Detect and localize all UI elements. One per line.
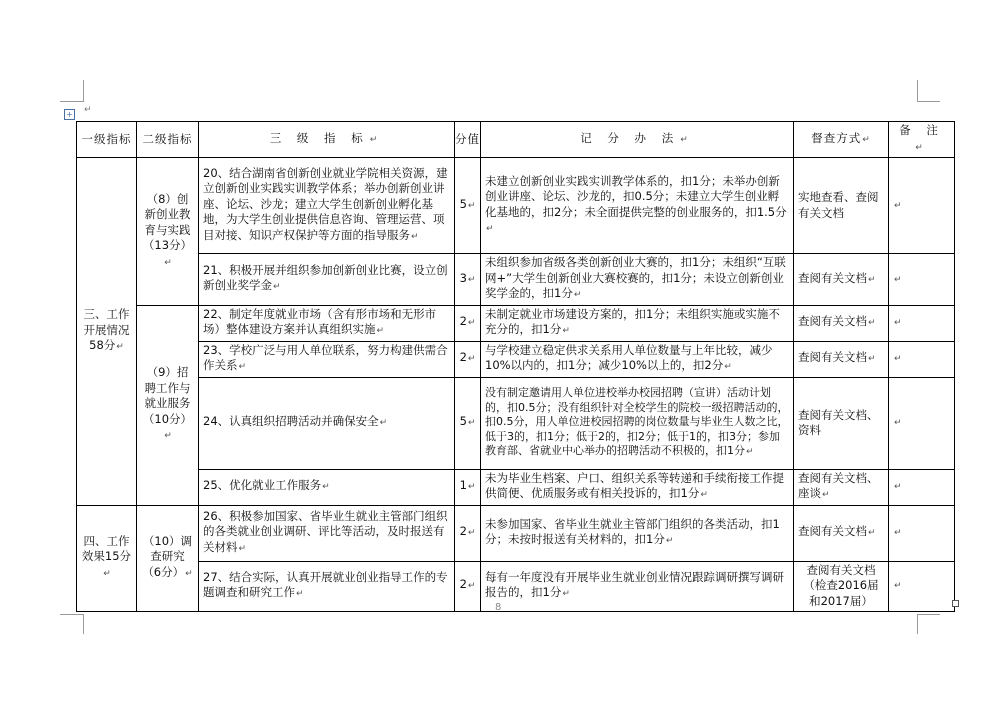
- header-level3: 三 级 指 标 ↵: [199, 122, 455, 158]
- score-cell: 2 ↵: [455, 505, 481, 561]
- remark-cell: [889, 377, 955, 469]
- page-number: 8: [495, 602, 502, 613]
- table-header-row: [77, 122, 955, 158]
- group-cell: 四、工作效果15分 ↵: [77, 505, 137, 611]
- inspect-cell: 查阅有关文档 ↵: [794, 305, 889, 341]
- header-method: 记 分 办 法 ↵: [481, 122, 794, 158]
- remark-cell: [889, 469, 955, 505]
- score-cell: 2 ↵: [455, 305, 481, 341]
- method-cell: 没有制定邀请用人单位进校举办校园招聘（宣讲）活动计划的，扣0.5分；没有组织针对全校学生的院校一级招聘活动的，扣0.5分，用人单位进校园招聘的岗位数量与毕业生人数之比，低于3的，扣1分；低于2的，扣2分；低于1的，扣3分；参加教育部、省就业中心举办的招聘活动不积极的，扣1分 ↵: [481, 377, 794, 469]
- table-row: [77, 158, 955, 254]
- method-cell: 与学校建立稳定供求关系用人单位数量与上年比较，减少10%以内的，扣1分；减少10%以上的，扣2分 ↵: [481, 341, 794, 377]
- crop-mark-bottom-right-h: [917, 614, 940, 615]
- crop-mark-bottom-right-v: [917, 614, 918, 634]
- inspect-cell: 查阅有关文档、资料: [794, 377, 889, 469]
- score-cell: 2 ↵: [455, 341, 481, 377]
- score-cell: 2 ↵: [455, 561, 481, 611]
- method-cell: 未参加国家、省毕业生就业主管部门组织的各类活动，扣1分；未按时报送有关材料的，扣1分 ↵: [481, 505, 794, 561]
- header-inspect: 督查方式 ↵: [794, 122, 889, 158]
- table-row: [77, 561, 955, 611]
- score-cell: 5 ↵: [455, 377, 481, 469]
- header-remark: 备 注 ↵: [889, 122, 955, 158]
- indicator-cell: 26、积极参加国家、省毕业生就业主管部门组织的各类就业创业调研、评比等活动，及时报送有关材料 ↵: [199, 505, 455, 561]
- indicator-cell: 27、结合实际，认真开展就业创业指导工作的专题调查和研究工作 ↵: [199, 561, 455, 611]
- inspect-cell: 查阅有关文档、座谈 ↵: [794, 469, 889, 505]
- crop-mark-top-right-h: [917, 101, 940, 102]
- crop-mark-top-left-v: [83, 80, 84, 102]
- header-level1: 一级指标: [77, 122, 137, 158]
- method-cell: 未建立创新创业实践实训教学体系的，扣1分；未举办创新创业讲座、论坛、沙龙的，扣0.5分；未建立大学生创业孵化基地的，扣2分；未全面提供完整的创业服务的，扣1.5分 ↵: [481, 158, 794, 254]
- indicator-cell: 20、结合湖南省创新创业就业学院相关资源，建立创新创业实践实训教学体系；举办创新创业讲座、论坛、沙龙；建立大学生创新创业孵化基地，为大学生创业提供信息咨询、管理运营、项目对接、知识产权保护等方面的指导服务 ↵: [199, 158, 455, 254]
- inspect-cell: 查阅有关文档 ↵: [794, 505, 889, 561]
- remark-cell: [889, 341, 955, 377]
- remark-cell: [889, 305, 955, 341]
- crop-mark-top-left-h: [60, 101, 83, 102]
- method-cell: 未为毕业生档案、户口、组织关系等转递和手续衔接工作提供简便、优质服务或有相关投诉的，扣1分 ↵: [481, 469, 794, 505]
- subgroup-cell: （10）调查研究（6分） ↵: [137, 505, 199, 611]
- header-level2: 二级指标: [137, 122, 199, 158]
- indicator-cell: 23、学校广泛与用人单位联系，努力构建供需合作关系 ↵: [199, 341, 455, 377]
- table-row: [77, 341, 955, 377]
- method-cell: 未制定就业市场建设方案的，扣1分；未组织实施或实施不充分的，扣1分 ↵: [481, 305, 794, 341]
- table-row: [77, 377, 955, 469]
- group-cell: 三、工作开展情况58分 ↵: [77, 158, 137, 506]
- indicator-cell: 21、积极开展并组织参加创新创业比赛，设立创新创业奖学金 ↵: [199, 254, 455, 306]
- score-cell: 3 ↵: [455, 254, 481, 306]
- crop-mark-bottom-left-h: [60, 614, 83, 615]
- table-row: [77, 305, 955, 341]
- indicator-cell: 22、制定年度就业市场（含有形市场和无形市场）整体建设方案并认真组织实施 ↵: [199, 305, 455, 341]
- score-cell: 5 ↵: [455, 158, 481, 254]
- subgroup-cell: （9）招聘工作与就业服务（10分） ↵: [137, 305, 199, 505]
- table-row: [77, 469, 955, 505]
- indicator-cell: 25、优化就业工作服务 ↵: [199, 469, 455, 505]
- method-cell: 未组织参加省级各类创新创业大赛的，扣1分；未组织“互联网+”大学生创新创业大赛校赛的，扣1分；未设立创新创业奖学金的，扣1分 ↵: [481, 254, 794, 306]
- method-cell: 每有一年度没有开展毕业生就业创业情况跟踪调研撰写调研报告的，扣1分 ↵: [481, 561, 794, 611]
- remark-cell: [889, 158, 955, 254]
- subgroup-cell: （8）创新创业教育与实践（13分） ↵: [137, 158, 199, 306]
- paragraph-mark-icon: ↵: [84, 105, 92, 115]
- remark-cell: [889, 254, 955, 306]
- remark-cell: [889, 505, 955, 561]
- crop-mark-bottom-left-v: [83, 614, 84, 634]
- header-score: 分值: [455, 122, 481, 158]
- table-move-handle-icon[interactable]: +: [64, 109, 75, 120]
- inspect-cell: 查阅有关文档 ↵: [794, 341, 889, 377]
- indicator-cell: 24、认真组织招聘活动并确保安全 ↵: [199, 377, 455, 469]
- inspect-cell: 实地查看、查阅有关文档: [794, 158, 889, 254]
- inspect-cell: 查阅有关文档（检查2016届和2017届）: [794, 561, 889, 611]
- remark-cell: [889, 561, 955, 611]
- score-cell: 1 ↵: [455, 469, 481, 505]
- table-row: [77, 505, 955, 561]
- inspect-cell: 查阅有关文档 ↵: [794, 254, 889, 306]
- table-row: [77, 254, 955, 306]
- evaluation-table: [76, 121, 955, 612]
- crop-mark-top-right-v: [917, 80, 918, 102]
- table-resize-handle[interactable]: [952, 600, 959, 607]
